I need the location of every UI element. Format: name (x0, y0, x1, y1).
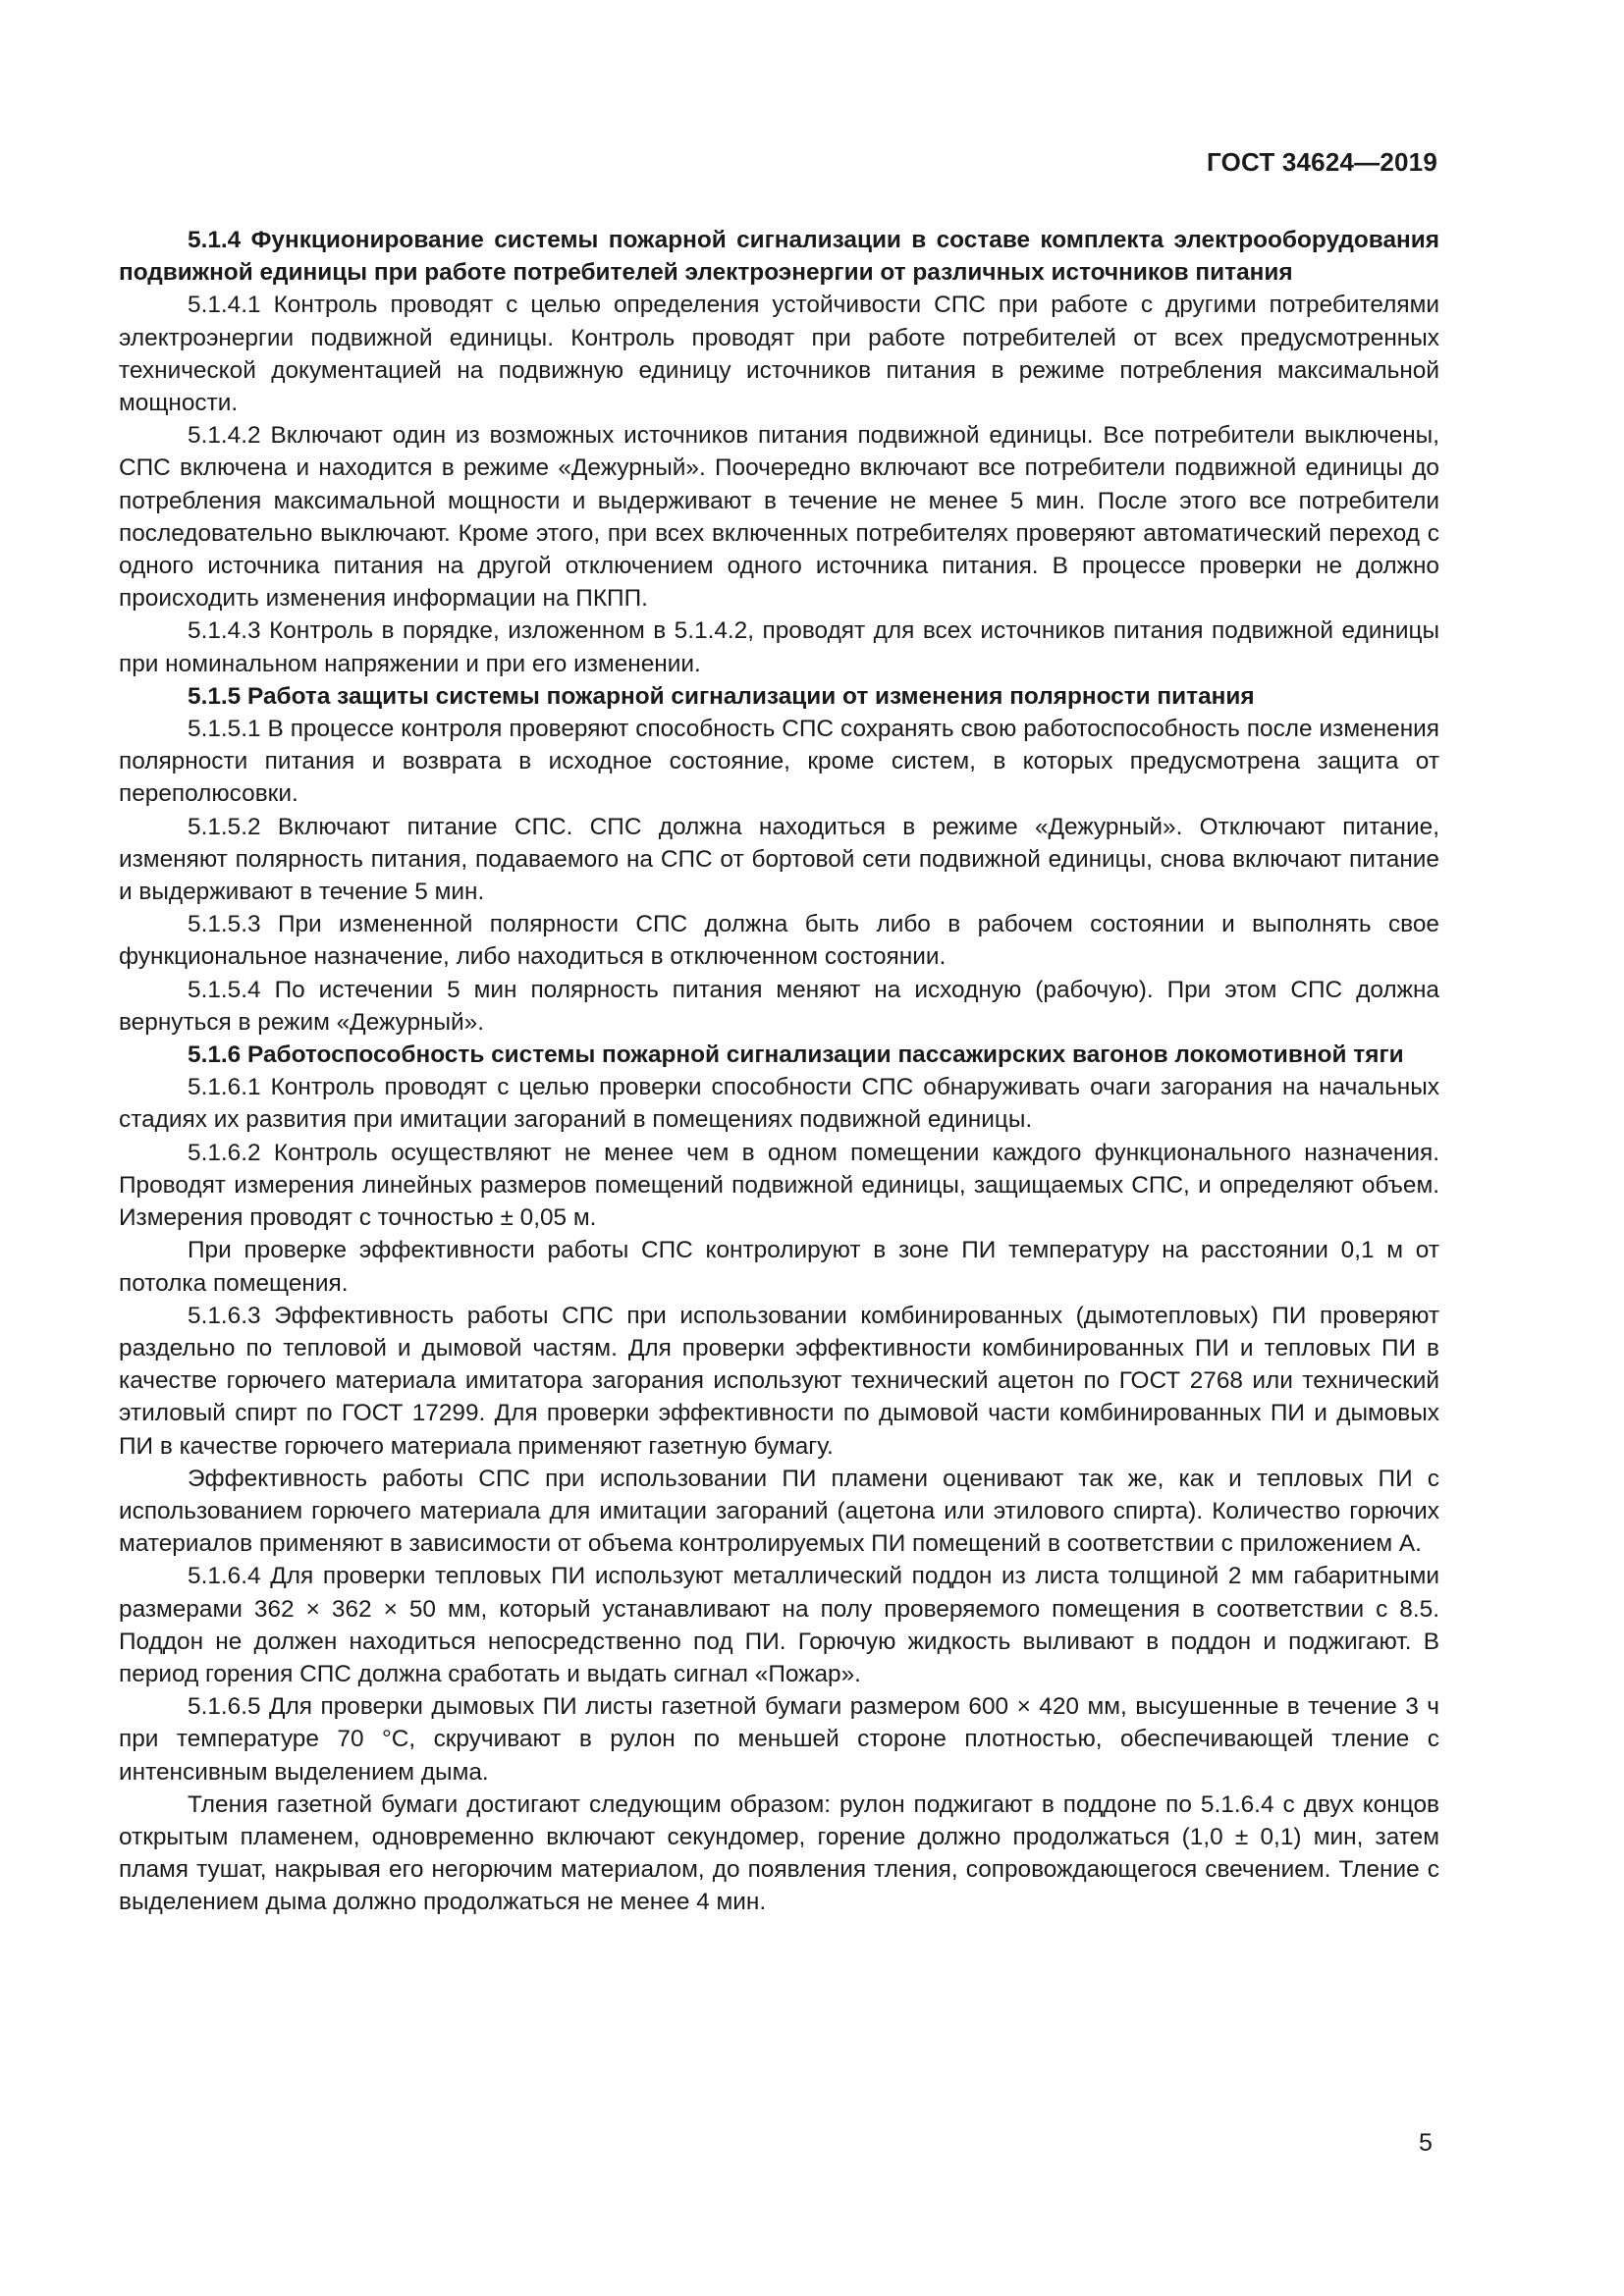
paragraph-5-1-6-2: 5.1.6.2 Контроль осуществляют не менее чем в одном помещении каждого функционального назначения. Проводят измерения линейных размеров помещений подвижной единицы, защищаемых СПС, и определяют объем. Измерения проводят с точностью ± 0,05 м. (119, 1139, 1439, 1232)
paragraph-5-1-4-3: 5.1.4.3 Контроль в порядке, изложенном в 5.1.4.2, проводят для всех источников питания подвижной единицы при номинальном напряжении и при его изменении. (119, 617, 1439, 677)
section-heading-5-1-6: 5.1.6 Работоспособность системы пожарной сигнализации пассажирских вагонов локомотивной тяги (188, 1041, 1404, 1069)
paragraph-5-1-6-3-continued: Эффективность работы СПС при использовании ПИ пламени оценивают так же, как и тепловых ПИ с использованием горючего материала для имитации загораний (ацетона или этилового спирта). Количество горючих материалов применяют в зависимости от объема контролируемых ПИ помещений в соответствии с приложением А. (119, 1465, 1439, 1558)
document-body (119, 224, 1439, 1919)
paragraph-5-1-4-1: 5.1.4.1 Контроль проводят с целью определения устойчивости СПС при работе с другими потребителями электроэнергии подвижной единицы. Контроль проводят при работе потребителей от всех предусмотренных технической документацией на подвижную единицу источников питания в режиме потребления максимальной мощности. (119, 292, 1439, 417)
paragraph-5-1-6-5-continued: Тления газетной бумаги достигают следующим образом: рулон поджигают в поддоне по 5.1.6.4 с двух концов открытым пламенем, одновременно включают секундомер, горение должно продолжаться (1,0 ± 0,1) мин, затем пламя тушат, накрывая его негорючим материалом, до появления тления, сопровождающегося свечением. Тление с выделением дыма должно продолжаться не менее 4 мин. (119, 1790, 1439, 1916)
paragraph-5-1-6-1: 5.1.6.1 Контроль проводят с целью проверки способности СПС обнаруживать очаги загорания на начальных стадиях их развития при имитации загораний в помещениях подвижной единицы. (119, 1074, 1439, 1134)
standard-code-header: ГОСТ 34624—2019 (1207, 147, 1437, 177)
paragraph-5-1-5-3: 5.1.5.3 При измененной полярности СПС должна быть либо в рабочем состоянии и выполнять свое функциональное назначение, либо находиться в отключенном состоянии. (119, 911, 1439, 971)
paragraph-5-1-6-4: 5.1.6.4 Для проверки тепловых ПИ используют металлический поддон из листа толщиной 2 мм габаритными размерами 362 × 362 × 50 мм, который устанавливают на полу проверяемого помещения в соответствии с 8.5. Поддон не должен находиться непосредственно под ПИ. Горючую жидкость выливают в поддон и поджигают. В период горения СПС должна сработать и выдать сигнал «Пожар». (119, 1563, 1439, 1687)
paragraph-5-1-4-2: 5.1.4.2 Включают один из возможных источников питания подвижной единицы. Все потребители выключены, СПС включена и находится в режиме «Дежурный». Поочередно включают все потребители подвижной единицы до потребления максимальной мощности и выдерживают в течение не менее 5 мин. После этого все потребители последовательно выключают. Кроме этого, при всех включенных потребителях проверяют автоматический переход с одного источника питания на другой отключением одного источника питания. В процессе проверки не должно происходить изменения информации на ПКПП. (119, 422, 1439, 613)
paragraph-5-1-6-5: 5.1.6.5 Для проверки дымовых ПИ листы газетной бумаги размером 600 × 420 мм, высушенные в течение 3 ч при температуре 70 °С, скручивают в рулон по меньшей стороне плотностью, обеспечивающей тление с интенсивным выделением дыма. (119, 1693, 1439, 1786)
paragraph-5-1-5-4: 5.1.5.4 По истечении 5 мин полярность питания меняют на исходную (рабочую). При этом СПС должна вернуться в режим «Дежурный». (119, 976, 1439, 1036)
section-heading-5-1-4: 5.1.4 Функционирование системы пожарной сигнализации в составе комплекта электрооборудования подвижной единицы при работе потребителей электроэнергии от различных источников питания (119, 227, 1439, 287)
page-number: 5 (1419, 2129, 1433, 2157)
paragraph-5-1-6-3: 5.1.6.3 Эффективность работы СПС при использовании комбинированных (дымотепловых) ПИ проверяют раздельно по тепловой и дымовой частям. Для проверки эффективности комбинированных ПИ и тепловых ПИ в качестве горючего материала имитатора загорания используют технический ацетон по ГОСТ 2768 или технический этиловый спирт по ГОСТ 17299. Для проверки эффективности по дымовой части комбинированных ПИ и дымовых ПИ в качестве горючего материала применяют газетную бумагу. (119, 1302, 1439, 1460)
paragraph-5-1-5-1: 5.1.5.1 В процессе контроля проверяют способность СПС сохранять свою работоспособность после изменения полярности питания и возврата в исходное состояние, кроме систем, в которых предусмотрена защита от переполюсовки. (119, 716, 1439, 808)
paragraph-5-1-5-2: 5.1.5.2 Включают питание СПС. СПС должна находиться в режиме «Дежурный». Отключают питание, изменяют полярность питания, подаваемого на СПС от бортовой сети подвижной единицы, снова включают питание и выдерживают в течение 5 мин. (119, 813, 1439, 906)
paragraph-5-1-6-2-continued: При проверке эффективности работы СПС контролируют в зоне ПИ температуру на расстоянии 0,1 м от потолка помещения. (119, 1237, 1439, 1297)
section-heading-5-1-5: 5.1.5 Работа защиты системы пожарной сигнализации от изменения полярности питания (188, 682, 1255, 710)
